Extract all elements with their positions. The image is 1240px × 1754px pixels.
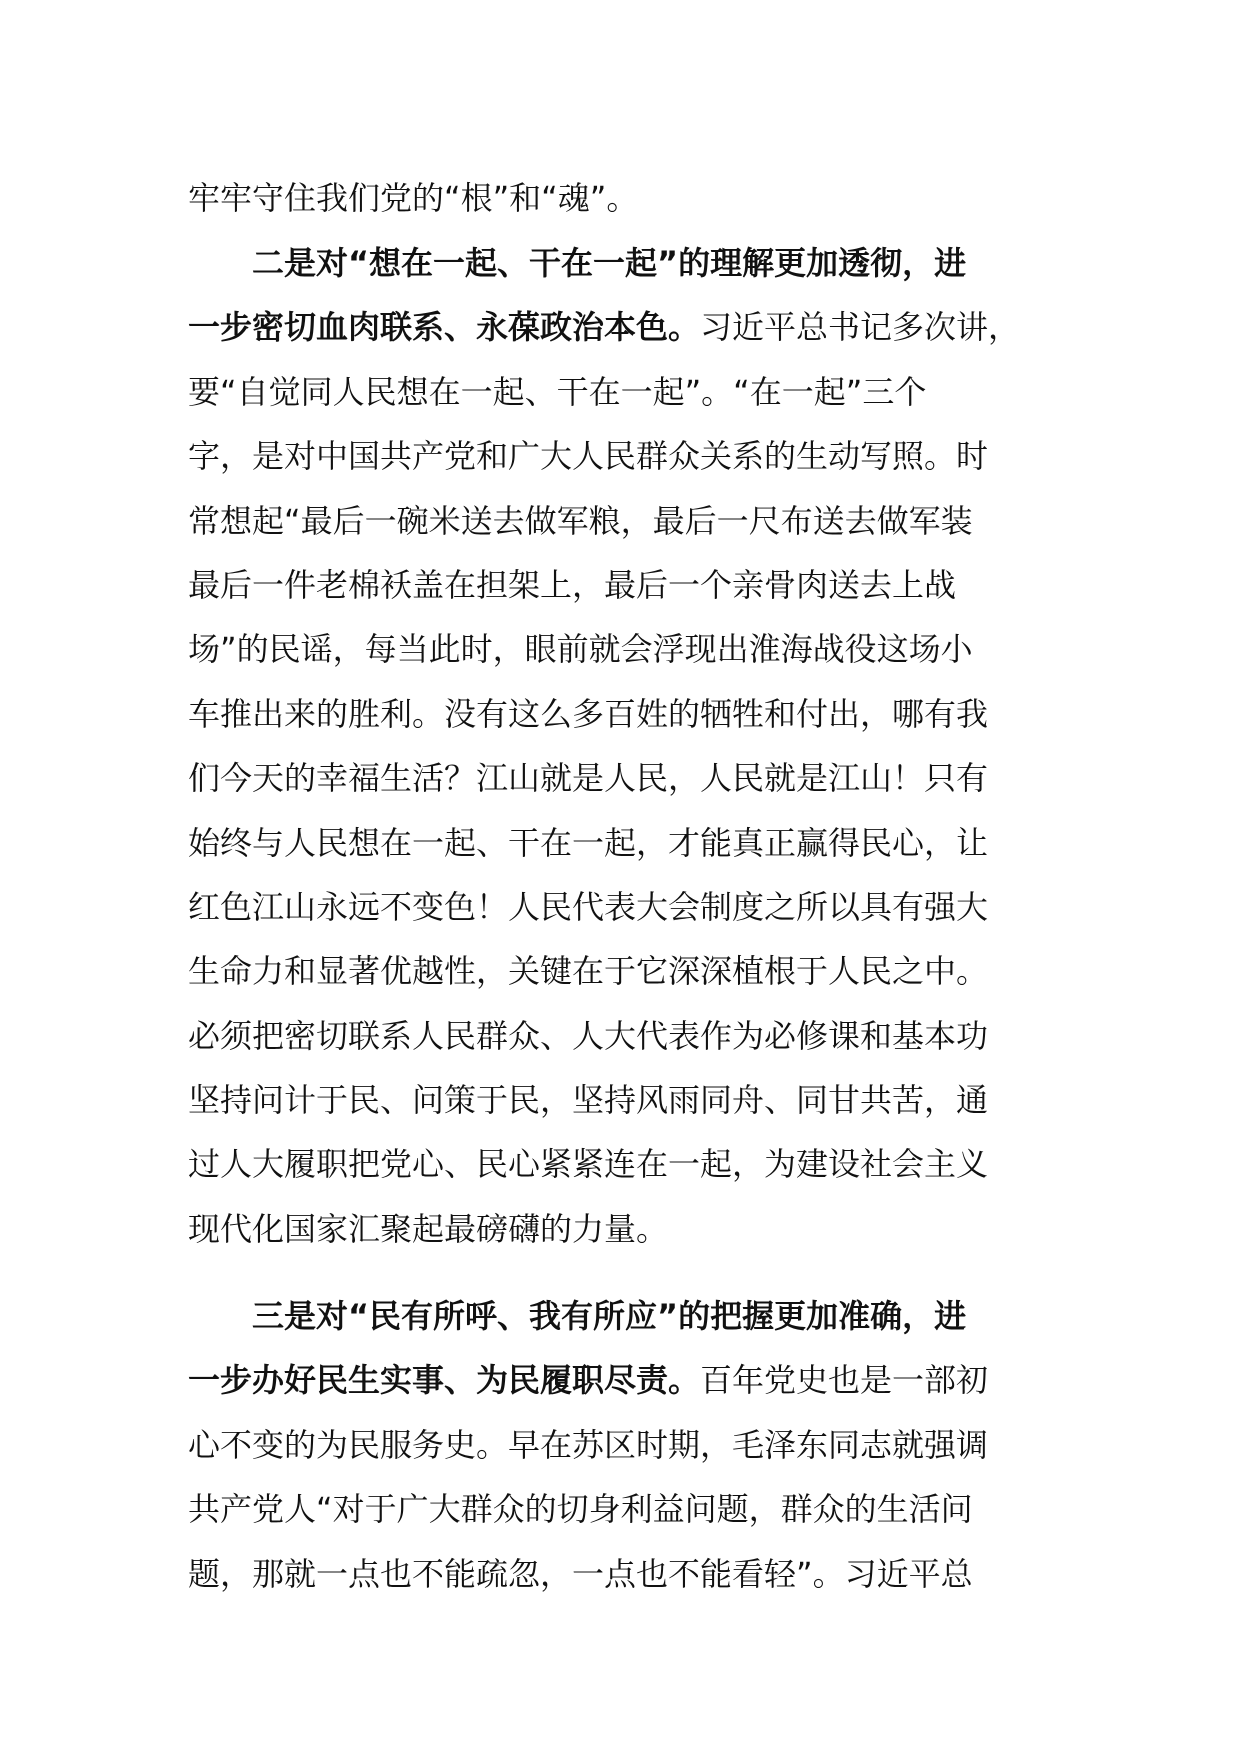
paragraph-2 bbox=[188, 231, 1068, 1261]
paragraph-2-mixed-line bbox=[188, 295, 1068, 359]
text-line: 始终与人民想在一起、干在一起，才能真正赢得民心，让 bbox=[188, 823, 989, 862]
paragraph-1 bbox=[188, 166, 1068, 230]
text-line: 现代化国家汇聚起最磅礴的力量。 bbox=[188, 1209, 669, 1248]
text-line: 心不变的为民服务史。早在苏区时期，毛泽东同志就强调 bbox=[188, 1425, 989, 1464]
text-line: 车推出来的胜利。没有这么多百姓的牺牲和付出，哪有我 bbox=[188, 694, 989, 733]
text-line: 最后一件老棉袄盖在担架上，最后一个亲骨肉送去上战 bbox=[188, 565, 957, 604]
text-line: 坚持问计于民、问策于民，坚持风雨同舟、同甘共苦，通 bbox=[188, 1081, 989, 1120]
text-line: 字，是对中国共产党和广大人民群众关系的生动写照。时 bbox=[188, 437, 989, 476]
text-line: 过人大履职把党心、民心紧紧连在一起，为建设社会主义 bbox=[188, 1145, 989, 1184]
text-line: 题，那就一点也不能疏忽，一点也不能看轻”。习近平总 bbox=[188, 1554, 973, 1593]
text-line: 要“自觉同人民想在一起、干在一起”。“在一起”三个 bbox=[188, 372, 927, 411]
text-line: 们今天的幸福生活？江山就是人民，人民就是江山！只有 bbox=[188, 759, 989, 798]
text-line: 红色江山永远不变色！人民代表大会制度之所以具有强大 bbox=[188, 887, 989, 926]
paragraph-3-heading-end: 一步办好民生实事、为民履职尽责。 bbox=[188, 1361, 701, 1400]
paragraph-3-mixed-line bbox=[188, 1348, 1068, 1412]
paragraph-2-heading-line: 二是对“想在一起、干在一起”的理解更加透彻，进 bbox=[252, 244, 967, 282]
paragraph-3-body-start: 百年党史也是一部初 bbox=[700, 1361, 989, 1400]
text-line: 必须把密切联系人民群众、人大代表作为必修课和基本功 bbox=[188, 1016, 989, 1055]
paragraph-2-body-start: 习近平总书记多次讲， bbox=[700, 308, 1021, 347]
paragraph-3 bbox=[188, 1284, 1068, 1606]
text-line: 牢牢守住我们党的“根”和“魂”。 bbox=[188, 179, 639, 217]
text-line: 场”的民谣，每当此时，眼前就会浮现出淮海战役这场小 bbox=[188, 630, 973, 669]
text-line: 共产党人“对于广大群众的切身利益问题，群众的生活问 bbox=[188, 1490, 973, 1529]
paragraph-3-heading-line: 三是对“民有所呼、我有所应”的把握更加准确，进 bbox=[252, 1297, 967, 1335]
text-line: 常想起“最后一碗米送去做军粮，最后一尺布送去做军装 bbox=[188, 501, 973, 540]
paragraph-2-heading-end: 一步密切血肉联系、永葆政治本色。 bbox=[188, 308, 701, 347]
text-line: 生命力和显著优越性，关键在于它深深植根于人民之中。 bbox=[188, 952, 989, 991]
